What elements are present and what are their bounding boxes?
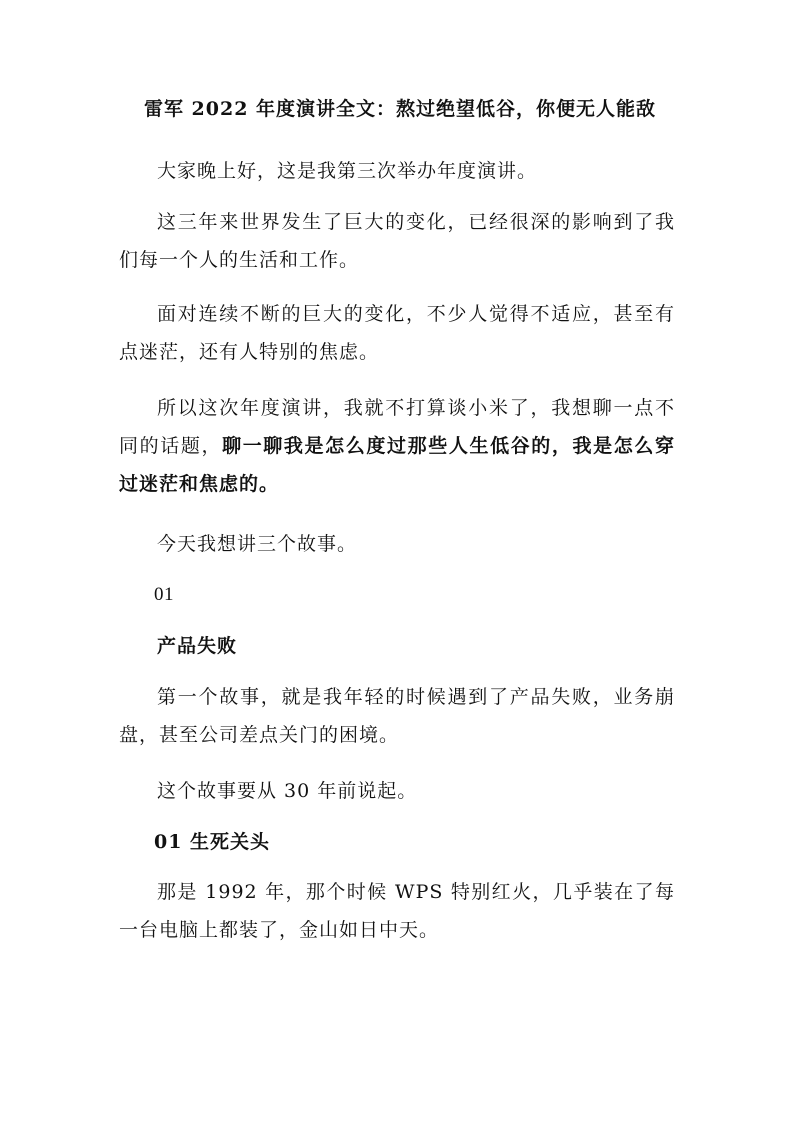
paragraph-world-change: 这三年来世界发生了巨大的变化，已经很深的影响到了我们每一个人的生活和工作。 [119,211,675,271]
subsection-title: 01 生死关头 [154,831,271,853]
paragraph-topic-bold: 聊一聊我是怎么度过那些人生低谷的，我是怎么穿过迷茫和焦虑的。 [119,435,675,495]
paragraph-topic-plain: 所以这次年度演讲，我就不打算谈小米了，我想聊一点不同的话题， [119,397,675,457]
paragraph-anxiety: 面对连续不断的巨大的变化，不少人觉得不适应，甚至有点迷茫，还有人特别的焦虑。 [119,303,675,363]
paragraph-three-stories: 今天我想讲三个故事。 [157,533,358,555]
paragraph-first-story: 第一个故事，就是我年轻的时候遇到了产品失败，业务崩盘，甚至公司差点关门的困境。 [119,686,675,746]
document-title: 雷军 2022 年度演讲全文：熬过绝望低谷，你便无人能敌 [143,98,657,120]
paragraph-1992: 那是 1992 年，那个时候 WPS 特别红火，几乎装在了每一台电脑上都装了，金山如日中天。 [119,881,675,941]
paragraph-greeting: 大家晚上好，这是我第三次举办年度演讲。 [157,160,538,182]
paragraph-topic [119,389,675,503]
paragraph-thirty-years: 这个故事要从 30 年前说起。 [157,780,418,802]
section-number: 01 [154,584,174,605]
section-title: 产品失败 [157,635,238,657]
